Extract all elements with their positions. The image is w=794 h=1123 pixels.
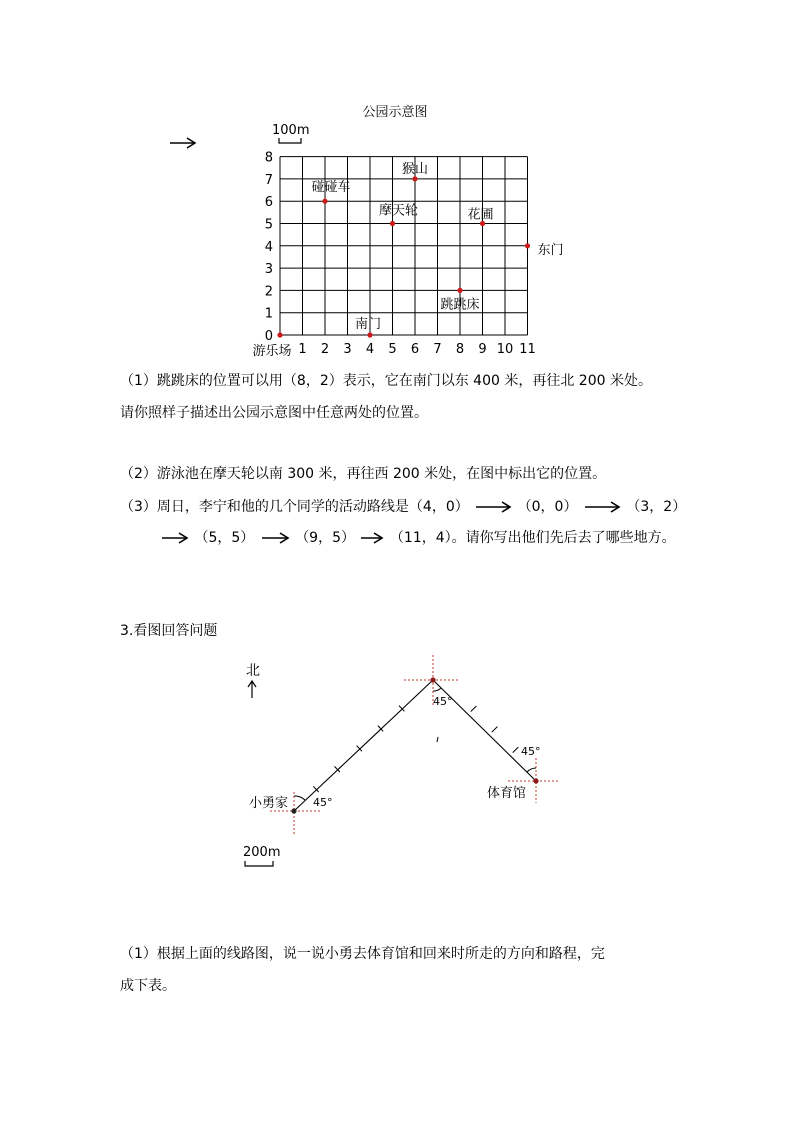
map-point	[277, 332, 282, 337]
x-tick-label: 9	[478, 342, 487, 357]
angle-top-label: 45°	[433, 695, 453, 708]
route-tick-marks	[313, 706, 518, 792]
route-scale-bar	[245, 861, 273, 866]
angle-home-label: 45°	[313, 796, 333, 809]
s3-q1-line2: 成下表。	[120, 978, 176, 994]
q1-line2: 请你照样子描述出公园示意图中任意两处的位置。	[120, 405, 428, 421]
map-point-label: 东门	[537, 242, 564, 258]
y-tick-label: 8	[264, 150, 273, 166]
map-point	[525, 243, 530, 248]
x-tick-label: 4	[365, 342, 375, 357]
y-tick-label: 6	[264, 195, 273, 211]
map-point-label: 跳跳床	[440, 297, 480, 313]
map-point-label: 摩天轮	[378, 203, 419, 219]
angle-arc-top	[433, 688, 441, 691]
home-label: 小勇家	[249, 796, 289, 811]
x-tick-label: 1	[298, 342, 307, 357]
q3-point-3: （3，2）	[626, 499, 687, 515]
y-tick-label: 0	[264, 329, 273, 344]
x-tick-label: 8	[455, 342, 465, 357]
y-tick-label: 3	[264, 262, 273, 278]
north-label: 北	[246, 663, 260, 679]
angle-arc-home	[294, 796, 305, 800]
map-point-label: 碰碰车	[311, 180, 351, 196]
map-point	[457, 288, 462, 293]
y-tick-label: 5	[264, 217, 273, 233]
route-arrow-icon	[473, 500, 513, 514]
x-tick-label: 10	[496, 342, 514, 357]
scale-bar	[279, 138, 301, 143]
q2-text: （2）游泳池在摩天轮以南 300 米，再往西 200 米处，在图中标出它的位置。	[120, 466, 607, 482]
y-tick-label: 1	[264, 306, 273, 322]
route-arrow-icon	[160, 531, 190, 545]
x-tick-label: 6	[410, 342, 420, 357]
s3-q1-line1: （1）根据上面的线路图，说一说小勇去体育馆和回来时所走的方向和路程，完	[120, 946, 605, 962]
y-tick-label: 2	[264, 284, 273, 300]
route-scale-label: 200m	[243, 845, 281, 860]
route-home-to-top	[294, 680, 433, 811]
q3-point-4: （5，5）	[194, 530, 255, 546]
section3-heading: 3.看图回答问题	[120, 623, 218, 639]
map-point-label: 花圃	[467, 207, 494, 223]
stray-arrow-icon	[168, 135, 198, 151]
map-point-label: 猴山	[401, 161, 429, 177]
stray-mark	[437, 737, 438, 742]
q3-line1	[120, 497, 686, 517]
point-home	[291, 808, 296, 813]
q3-point-2: （0，0）	[517, 499, 578, 515]
route-arrow-icon	[582, 500, 622, 514]
map-point-label: 游乐场	[252, 344, 292, 359]
route-arrow-icon	[359, 531, 385, 545]
q3-prefix: （3）周日，李宁和他的几个同学的活动路线是（4，0）	[120, 499, 469, 515]
map-title: 公园示意图	[362, 105, 428, 120]
route-arrow-icon	[259, 531, 291, 545]
point-top	[430, 677, 435, 682]
park-map	[240, 95, 580, 365]
x-tick-label: 2	[320, 342, 330, 357]
x-tick-label: 3	[343, 342, 352, 357]
map-point	[322, 199, 327, 204]
x-tick-label: 7	[433, 342, 442, 357]
q3-line2	[160, 528, 676, 548]
x-tick-label: 5	[388, 342, 397, 357]
gym-label: 体育馆	[487, 786, 527, 801]
angle-gym-label: 45°	[521, 745, 541, 758]
q1-line1: （1）跳跳床的位置可以用（8，2）表示，它在南门以东 400 米，再往北 200 米处。	[120, 373, 652, 389]
point-gym	[533, 778, 538, 783]
angle-arc-gym	[527, 768, 536, 772]
map-point	[367, 332, 372, 337]
scale-label: 100m	[272, 123, 310, 138]
map-point	[390, 221, 395, 226]
route-diagram	[230, 650, 580, 880]
map-point	[412, 176, 417, 181]
q3-point-6: （11，4）。请你写出他们先后去了哪些地方。	[389, 530, 676, 546]
map-point-label: 南门	[354, 317, 382, 332]
q3-point-5: （9，5）	[295, 530, 356, 546]
y-tick-label: 4	[264, 239, 273, 255]
y-tick-label: 7	[264, 172, 273, 188]
x-tick-label: 11	[519, 342, 536, 357]
north-arrow-icon	[248, 681, 256, 698]
